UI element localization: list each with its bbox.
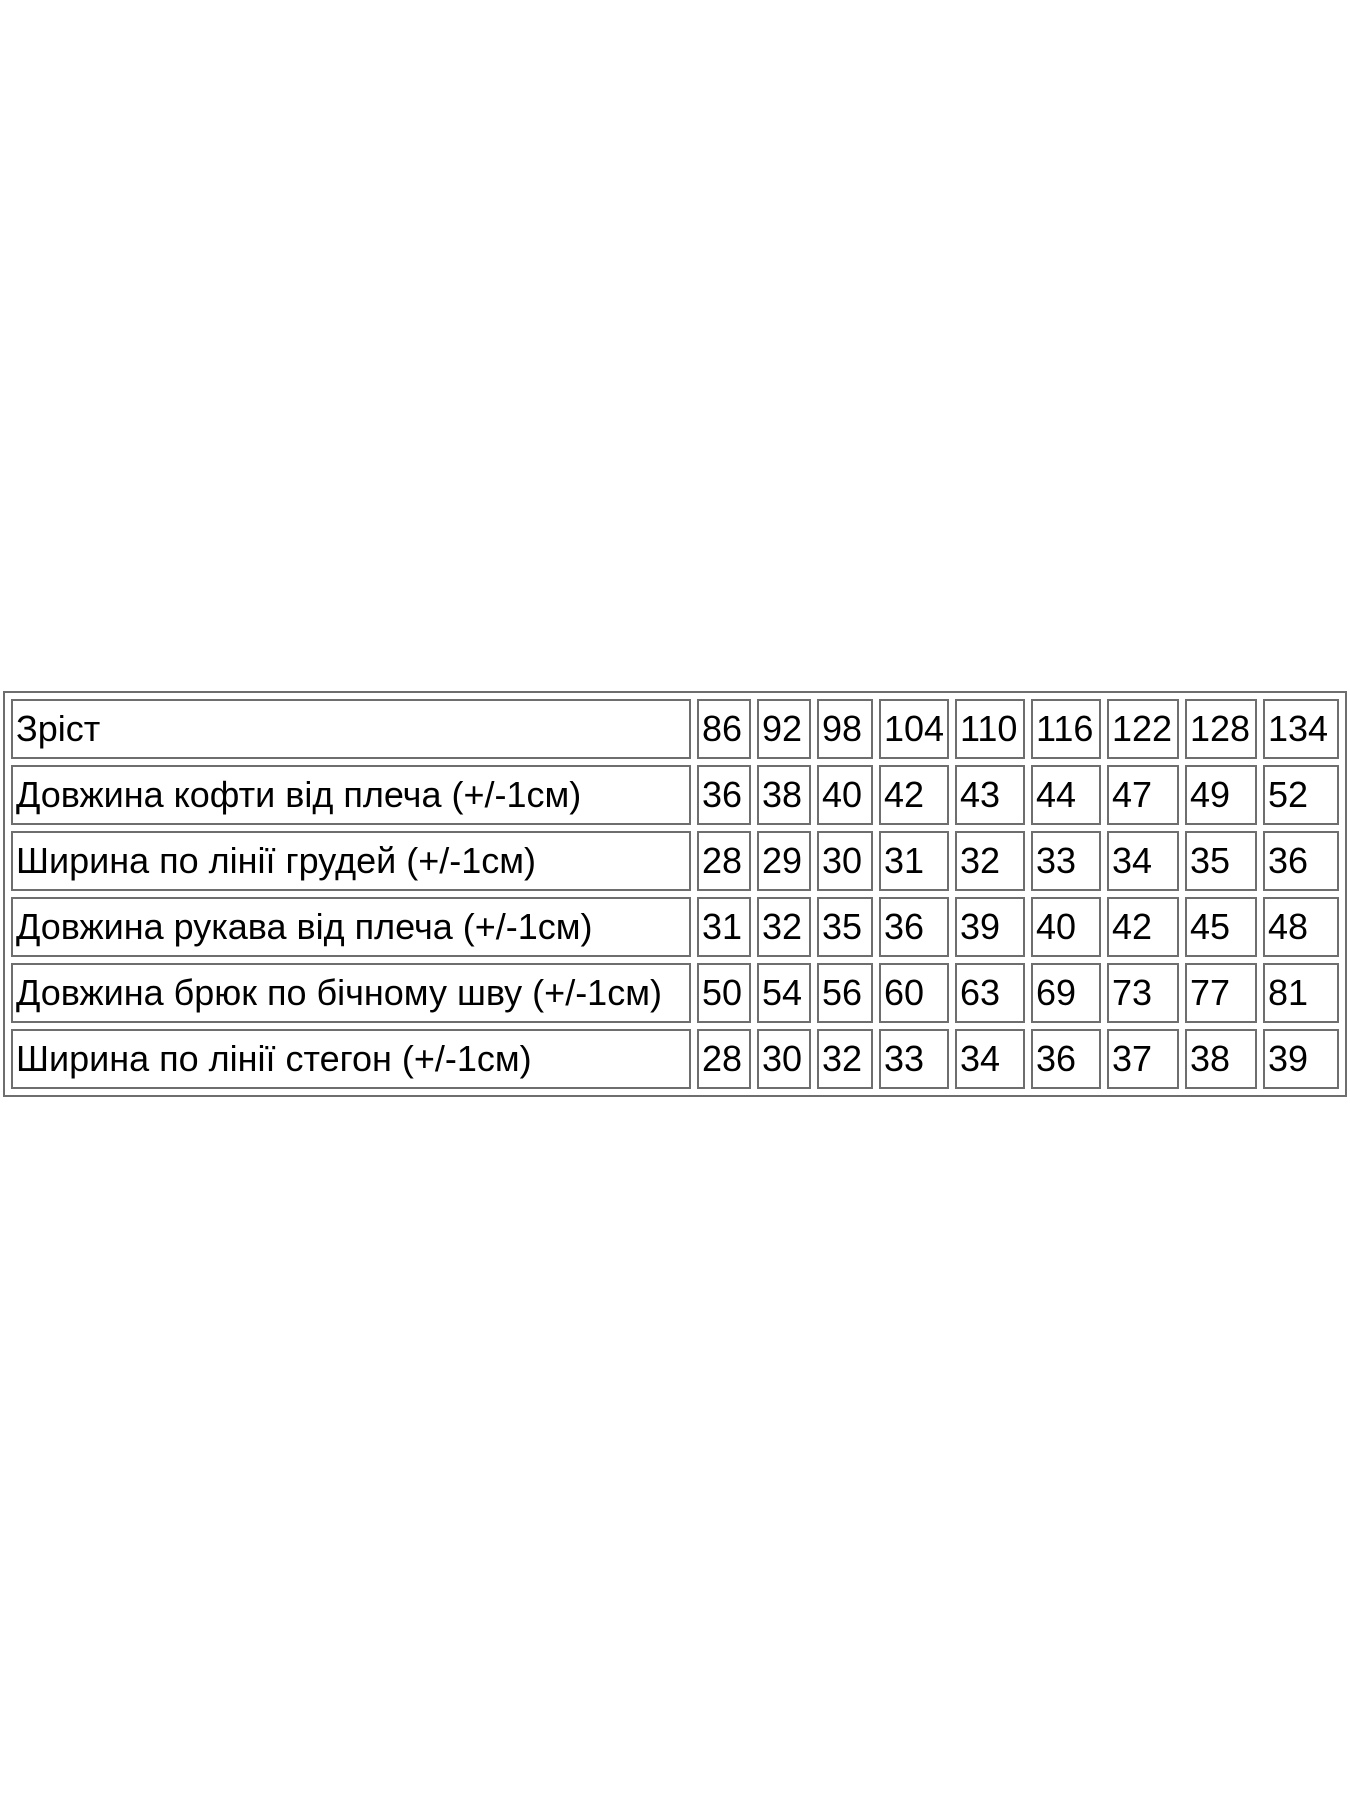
value-cell: 33 [879, 1029, 949, 1089]
value-cell: 36 [879, 897, 949, 957]
value-cell: 42 [1107, 897, 1179, 957]
value-cell: 54 [757, 963, 811, 1023]
value-cell: 110 [955, 699, 1025, 759]
value-cell: 98 [817, 699, 873, 759]
value-cell: 73 [1107, 963, 1179, 1023]
value-cell: 37 [1107, 1029, 1179, 1089]
value-cell: 40 [1031, 897, 1101, 957]
value-cell: 31 [697, 897, 751, 957]
value-cell: 31 [879, 831, 949, 891]
value-cell: 29 [757, 831, 811, 891]
value-cell: 134 [1263, 699, 1339, 759]
value-cell: 104 [879, 699, 949, 759]
value-cell: 28 [697, 831, 751, 891]
value-cell: 42 [879, 765, 949, 825]
value-cell: 38 [1185, 1029, 1257, 1089]
table-row-chest-width [11, 831, 1339, 891]
value-cell: 63 [955, 963, 1025, 1023]
value-cell: 50 [697, 963, 751, 1023]
value-cell: 128 [1185, 699, 1257, 759]
value-cell: 39 [955, 897, 1025, 957]
row-label-cell: Зріст [11, 699, 691, 759]
value-cell: 40 [817, 765, 873, 825]
value-cell: 30 [817, 831, 873, 891]
value-cell: 47 [1107, 765, 1179, 825]
row-label-cell: Довжина брюк по бічному шву (+/-1см) [11, 963, 691, 1023]
size-chart-table [3, 691, 1347, 1097]
value-cell: 44 [1031, 765, 1101, 825]
value-cell: 32 [955, 831, 1025, 891]
value-cell: 35 [1185, 831, 1257, 891]
table-row-hip-width [11, 1029, 1339, 1089]
row-label-cell: Ширина по лінії стегон (+/-1см) [11, 1029, 691, 1089]
value-cell: 36 [697, 765, 751, 825]
value-cell: 60 [879, 963, 949, 1023]
value-cell: 36 [1031, 1029, 1101, 1089]
value-cell: 122 [1107, 699, 1179, 759]
value-cell: 32 [817, 1029, 873, 1089]
value-cell: 45 [1185, 897, 1257, 957]
value-cell: 52 [1263, 765, 1339, 825]
value-cell: 77 [1185, 963, 1257, 1023]
value-cell: 30 [757, 1029, 811, 1089]
row-label-cell: Довжина рукава від плеча (+/-1см) [11, 897, 691, 957]
value-cell: 39 [1263, 1029, 1339, 1089]
value-cell: 69 [1031, 963, 1101, 1023]
table-row-sleeve-length [11, 897, 1339, 957]
table-row-height [11, 699, 1339, 759]
value-cell: 116 [1031, 699, 1101, 759]
table-row-sweater-length [11, 765, 1339, 825]
row-label-cell: Довжина кофти від плеча (+/-1см) [11, 765, 691, 825]
value-cell: 49 [1185, 765, 1257, 825]
value-cell: 34 [955, 1029, 1025, 1089]
value-cell: 48 [1263, 897, 1339, 957]
value-cell: 34 [1107, 831, 1179, 891]
value-cell: 33 [1031, 831, 1101, 891]
value-cell: 43 [955, 765, 1025, 825]
table-row-pants-length [11, 963, 1339, 1023]
value-cell: 35 [817, 897, 873, 957]
value-cell: 86 [697, 699, 751, 759]
value-cell: 32 [757, 897, 811, 957]
row-label-cell: Ширина по лінії грудей (+/-1см) [11, 831, 691, 891]
value-cell: 28 [697, 1029, 751, 1089]
value-cell: 81 [1263, 963, 1339, 1023]
value-cell: 36 [1263, 831, 1339, 891]
value-cell: 56 [817, 963, 873, 1023]
value-cell: 38 [757, 765, 811, 825]
value-cell: 92 [757, 699, 811, 759]
